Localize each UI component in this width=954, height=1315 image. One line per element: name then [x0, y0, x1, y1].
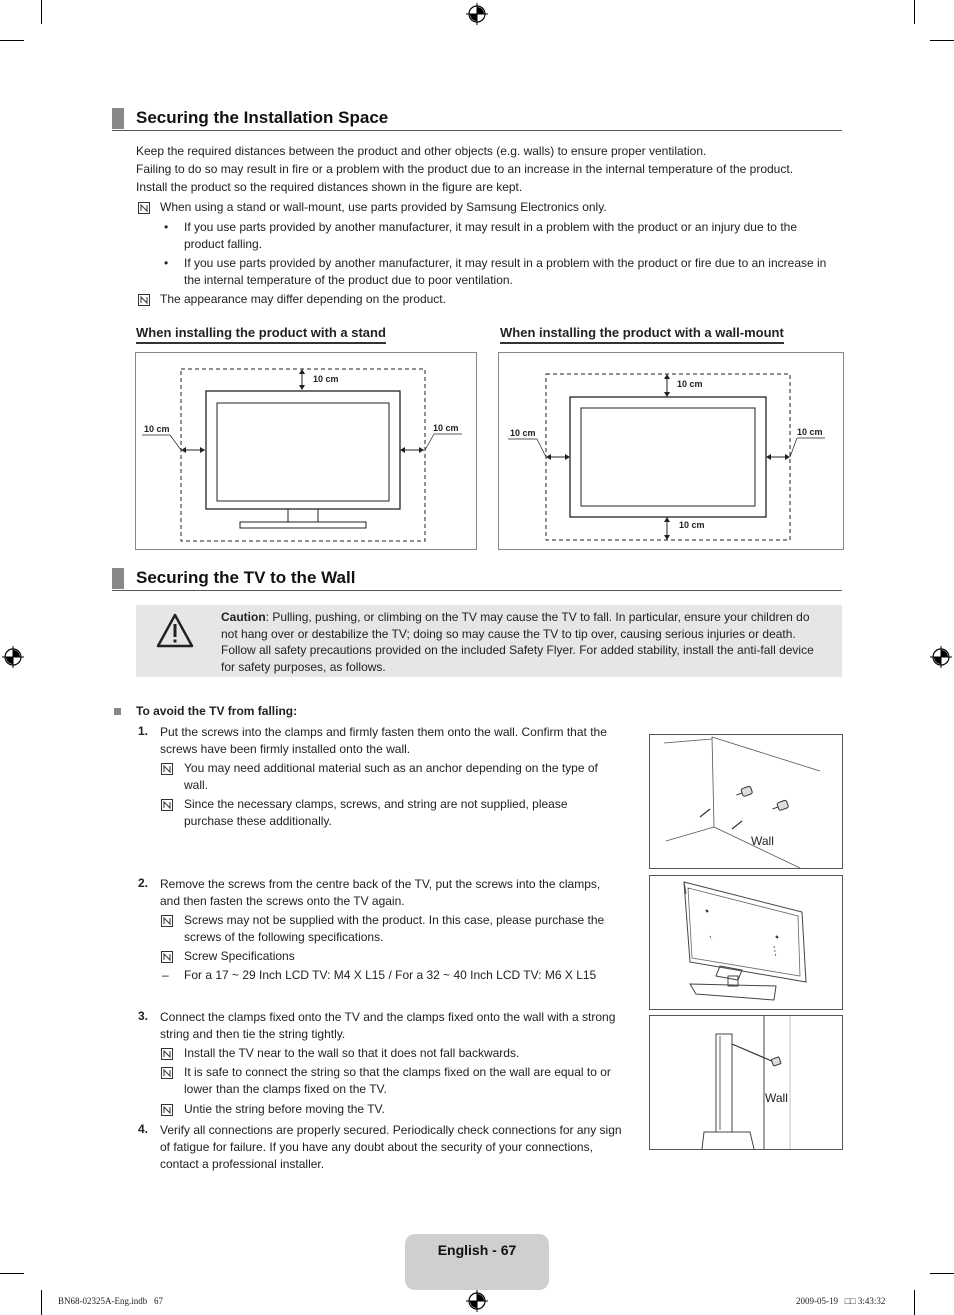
- tv-back-drawing: [650, 876, 842, 1009]
- note-text: Since the necessary clamps, screws, and string are not supplied, please purchase these additionally.: [184, 797, 568, 828]
- crop-mark: [914, 0, 915, 24]
- registration-mark-icon: [930, 646, 952, 668]
- tv-back-illustration: [649, 875, 843, 1010]
- page-number-tab: [405, 1234, 549, 1290]
- wall-mount-diagram: [498, 352, 844, 550]
- crop-mark: [914, 1290, 915, 1315]
- caution-label: Caution: [221, 610, 266, 624]
- stand-heading: When installing the product with a stand: [136, 325, 386, 344]
- step-text: Put the screws into the clamps and firmly fasten them onto the wall. Confirm that the screws have been firmly installed onto the wall.: [160, 725, 607, 756]
- screw-spec: For a 17 ~ 29 Inch LCD TV: M4 X L15 / For a 32 ~ 40 Inch LCD TV: M6 X L15: [184, 968, 597, 982]
- wall-label: Wall: [765, 1091, 788, 1105]
- bullet-marker: •: [164, 220, 169, 234]
- warning-icon: [156, 613, 194, 649]
- step-number: 2.: [138, 876, 149, 890]
- square-bullet: [114, 708, 121, 715]
- distance-label: 10 cm: [313, 374, 339, 384]
- step-number: 4.: [138, 1122, 149, 1136]
- distance-label: 10 cm: [797, 427, 823, 437]
- crop-mark: [930, 40, 954, 41]
- note-icon: [161, 951, 173, 963]
- step-number: 3.: [138, 1009, 149, 1023]
- wall-clamps-illustration: [649, 734, 843, 869]
- bullet-text: If you use parts provided by another manufacturer, it may result in a problem with the product or fire due to an increase in the internal temperature of the product due to poor ventilation.: [184, 256, 827, 287]
- note-text: Screw Specifications: [184, 949, 295, 963]
- caution-body: : Pulling, pushing, or climbing on the TV may cause the TV to fall. In particular, ensure your children do not hang over or destabilize the TV; doing so may cause the TV to tip over, causing serious injuries or death. Follow all safety precautions provided on the included Safety Flyer. For added stability, install the anti-fall device for safety purposes, as follows.: [221, 610, 814, 674]
- dash-marker: –: [162, 968, 169, 982]
- note-text: When using a stand or wall-mount, use parts provided by Samsung Electronics only.: [160, 200, 607, 214]
- note-icon: [161, 1104, 173, 1116]
- page-number: English - 67: [437, 1242, 517, 1258]
- distance-label: 10 cm: [144, 424, 170, 434]
- paragraph: Failing to do so may result in fire or a problem with the product due to an increase in the internal temperature of the product.: [136, 162, 794, 176]
- note-icon: [161, 1048, 173, 1060]
- step-text: Verify all connections are properly secured. Periodically check connections for any sign of fatigue for failure. If you have any doubt about the security of your connections, contact a professional installer.: [160, 1123, 622, 1171]
- registration-mark-icon: [2, 646, 24, 668]
- caution-text: [221, 609, 827, 675]
- step-number: 1.: [138, 724, 149, 738]
- crop-mark: [41, 0, 42, 24]
- bullet-text: If you use parts provided by another manufacturer, it may result in a problem with the product or an injury due to the product falling.: [184, 220, 797, 251]
- note-icon: [138, 294, 150, 306]
- paragraph: Keep the required distances between the product and other objects (e.g. walls) to ensure proper ventilation.: [136, 144, 707, 158]
- print-date: 2009-05-19 □□ 3:43:32: [796, 1296, 886, 1306]
- note-text: Screws may not be supplied with the product. In this case, please purchase the screws of the following specifications.: [184, 913, 605, 944]
- note-icon: [161, 799, 173, 811]
- paragraph: Install the product so the required distances shown in the figure are kept.: [136, 180, 523, 194]
- section-heading: [112, 568, 842, 591]
- bullet-marker: •: [164, 256, 169, 270]
- crop-mark: [0, 1273, 24, 1274]
- crop-mark: [41, 1290, 42, 1315]
- step-text: Remove the screws from the centre back of the TV, put the screws into the clamps, and then fasten the screws onto the TV again.: [160, 877, 601, 908]
- note-text: Install the TV near to the wall so that it does not fall backwards.: [184, 1046, 520, 1060]
- heading-bar: [112, 568, 124, 589]
- registration-mark-icon: [466, 1290, 488, 1312]
- caution-box: [136, 605, 842, 677]
- note-text: It is safe to connect the string so that the clamps fixed on the wall are equal to or lower than the clamps fixed on the TV.: [184, 1065, 611, 1096]
- note-icon: [138, 202, 150, 214]
- avoid-heading: To avoid the TV from falling:: [136, 704, 298, 718]
- wall-mount-heading: When installing the product with a wall-mount: [500, 325, 784, 344]
- note-icon: [161, 915, 173, 927]
- registration-mark-icon: [466, 3, 488, 25]
- distance-label: 10 cm: [677, 379, 703, 389]
- note-text: You may need additional material such as an anchor depending on the type of wall.: [184, 761, 598, 792]
- tv-string-drawing: [650, 1016, 842, 1149]
- tv-string-illustration: [649, 1015, 843, 1150]
- section-heading: [112, 108, 842, 131]
- distance-label: 10 cm: [679, 520, 705, 530]
- note-text: The appearance may differ depending on the product.: [160, 292, 446, 306]
- file-name: BN68-02325A-Eng.indb 67: [58, 1296, 163, 1306]
- note-icon: [161, 763, 173, 775]
- wall-label: Wall: [751, 834, 774, 848]
- wall-tv-illustration: [499, 353, 843, 549]
- stand-diagram: [135, 352, 477, 550]
- wall-clamps-drawing: [650, 735, 842, 868]
- heading-bar: [112, 108, 124, 129]
- crop-mark: [930, 1273, 954, 1274]
- crop-mark: [0, 40, 24, 41]
- section-title: Securing the Installation Space: [136, 108, 389, 127]
- distance-label: 10 cm: [433, 423, 459, 433]
- section-title: Securing the TV to the Wall: [136, 568, 356, 587]
- step-text: Connect the clamps fixed onto the TV and the clamps fixed onto the wall with a strong string and then tie the string tightly.: [160, 1010, 616, 1041]
- note-text: Untie the string before moving the TV.: [184, 1102, 385, 1116]
- note-icon: [161, 1067, 173, 1079]
- stand-tv-illustration: [136, 353, 476, 549]
- distance-label: 10 cm: [510, 428, 536, 438]
